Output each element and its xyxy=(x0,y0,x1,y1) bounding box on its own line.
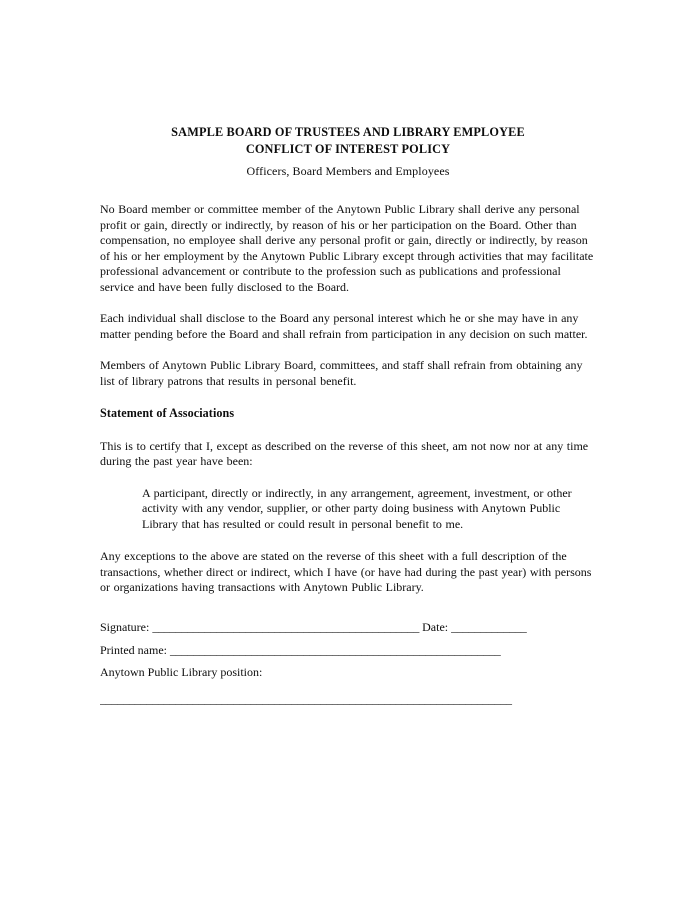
statement-of-associations-heading: Statement of Associations xyxy=(100,406,235,421)
document-title-line-2: CONFLICT OF INTEREST POLICY xyxy=(245,142,451,156)
position-fill-line[interactable]: _______________________________________________________________________ xyxy=(100,691,512,706)
printed-name-row xyxy=(100,643,596,659)
document-subtitle: Officers, Board Members and Employees xyxy=(246,164,450,178)
document-content xyxy=(100,124,596,719)
participant-clause-paragraph: A participant, directly or indirectly, in any arrangement, agreement, investment, or other activity with any vendor, supplier, or other party doing business with Anytown Public Library that has resulted or could result in personal benefit to me. xyxy=(142,485,572,531)
printed-name-fill-line[interactable]: _________________________________________________________ xyxy=(169,642,501,657)
policy-paragraph-2: Each individual shall disclose to the Board any personal interest which he or she may have in any matter pending before the Board and shall refrain from participation in any decision on such matter. xyxy=(100,311,588,341)
position-label: Anytown Public Library position: xyxy=(100,665,263,680)
position-row xyxy=(100,665,596,681)
signature-block xyxy=(100,620,596,707)
signature-row xyxy=(100,620,596,636)
document-title-line-1: SAMPLE BOARD OF TRUSTEES AND LIBRARY EMPLOYEE xyxy=(171,125,525,139)
certification-paragraph: This is to certify that I, except as described on the reverse of this sheet, am not now nor at any time during the past year have been: xyxy=(100,438,589,469)
policy-paragraph-1: No Board member or committee member of the Anytown Public Library shall derive any personal profit or gain, directly or indirectly, by reason of his or her participation on the Board. Other than compensation, no employee shall derive any personal profit or gain, directly or indirectly, by reason of his or her employment by the Anytown Public Library except through activities that may facilitate professional advancement or contribute to the profession such as publications and professional service and have been fully disclosed to the Board. xyxy=(100,202,594,294)
policy-paragraph-3: Members of Anytown Public Library Board, committees, and staff shall refrain from obtaining any list of library patrons that results in personal benefit. xyxy=(100,357,583,388)
date-label: Date: xyxy=(422,620,449,635)
signature-fill-line[interactable]: ______________________________________________ xyxy=(152,620,420,635)
signature-label: Signature: xyxy=(100,620,150,635)
printed-name-label: Printed name: xyxy=(100,642,167,657)
date-fill-line[interactable]: _____________ xyxy=(451,620,527,635)
exceptions-paragraph: Any exceptions to the above are stated on the reverse of this sheet with a full description of the transactions, whether direct or indirect, which I have (or have had during the past year) with persons or organizations having transactions with Anytown Public Library. xyxy=(100,549,592,595)
document-title xyxy=(100,124,596,158)
